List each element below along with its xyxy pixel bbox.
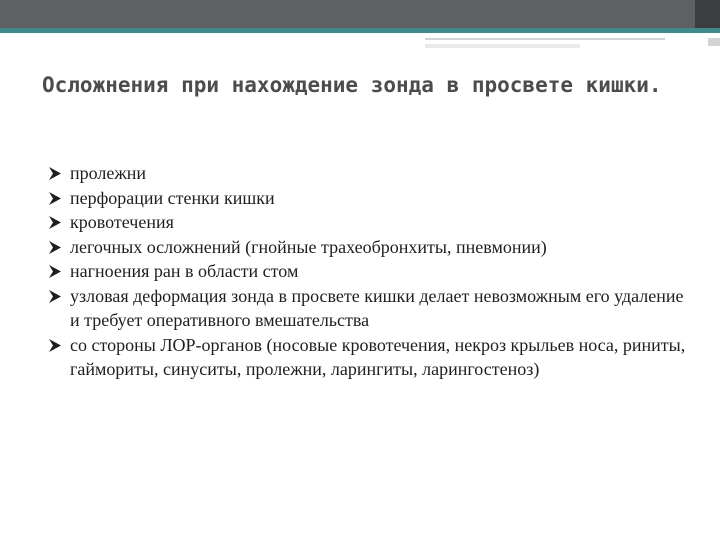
arrowhead-icon xyxy=(48,289,62,304)
list-item-text: кровотечения xyxy=(70,212,174,232)
list-item-text: легочных осложнений (гнойные трахеобронхиты, пневмонии) xyxy=(70,236,547,257)
list-item xyxy=(48,284,688,333)
bullet-list xyxy=(48,161,688,382)
list-item-text: со стороны ЛОР-органов (носовые кровотечения, некроз крыльев носа, риниты, гаймориты, синуситы, пролежни, ларингиты, ларингостеноз) xyxy=(70,334,686,379)
decorative-line xyxy=(425,44,580,48)
arrowhead-icon xyxy=(48,264,62,279)
header-bar xyxy=(0,0,695,28)
arrowhead-icon xyxy=(48,191,62,206)
list-item xyxy=(48,210,688,235)
arrowhead-icon xyxy=(48,240,62,255)
arrowhead-icon xyxy=(48,215,62,230)
list-item xyxy=(48,186,688,211)
arrowhead-icon xyxy=(48,338,62,353)
list-item-text: узловая деформация зонда в просвете кишки делает невозможным его удаление и требует оперативного вмешательства xyxy=(70,285,684,330)
list-item-text: пролежни xyxy=(70,163,147,183)
list-item xyxy=(48,235,688,260)
list-item xyxy=(48,161,688,186)
slide-title: Осложнения при нахождение зонда в просвете кишки. xyxy=(42,73,662,97)
decorative-line xyxy=(425,38,665,40)
list-item xyxy=(48,333,688,382)
header-corner-block xyxy=(695,0,720,28)
list-item xyxy=(48,259,688,284)
decorative-line xyxy=(708,38,720,46)
accent-stripe xyxy=(0,28,720,33)
list-item-text: нагноения ран в области стом xyxy=(70,261,299,281)
list-item-text: перфорации стенки кишки xyxy=(70,187,275,208)
arrowhead-icon xyxy=(48,166,62,181)
top-decorative-band xyxy=(0,0,720,38)
